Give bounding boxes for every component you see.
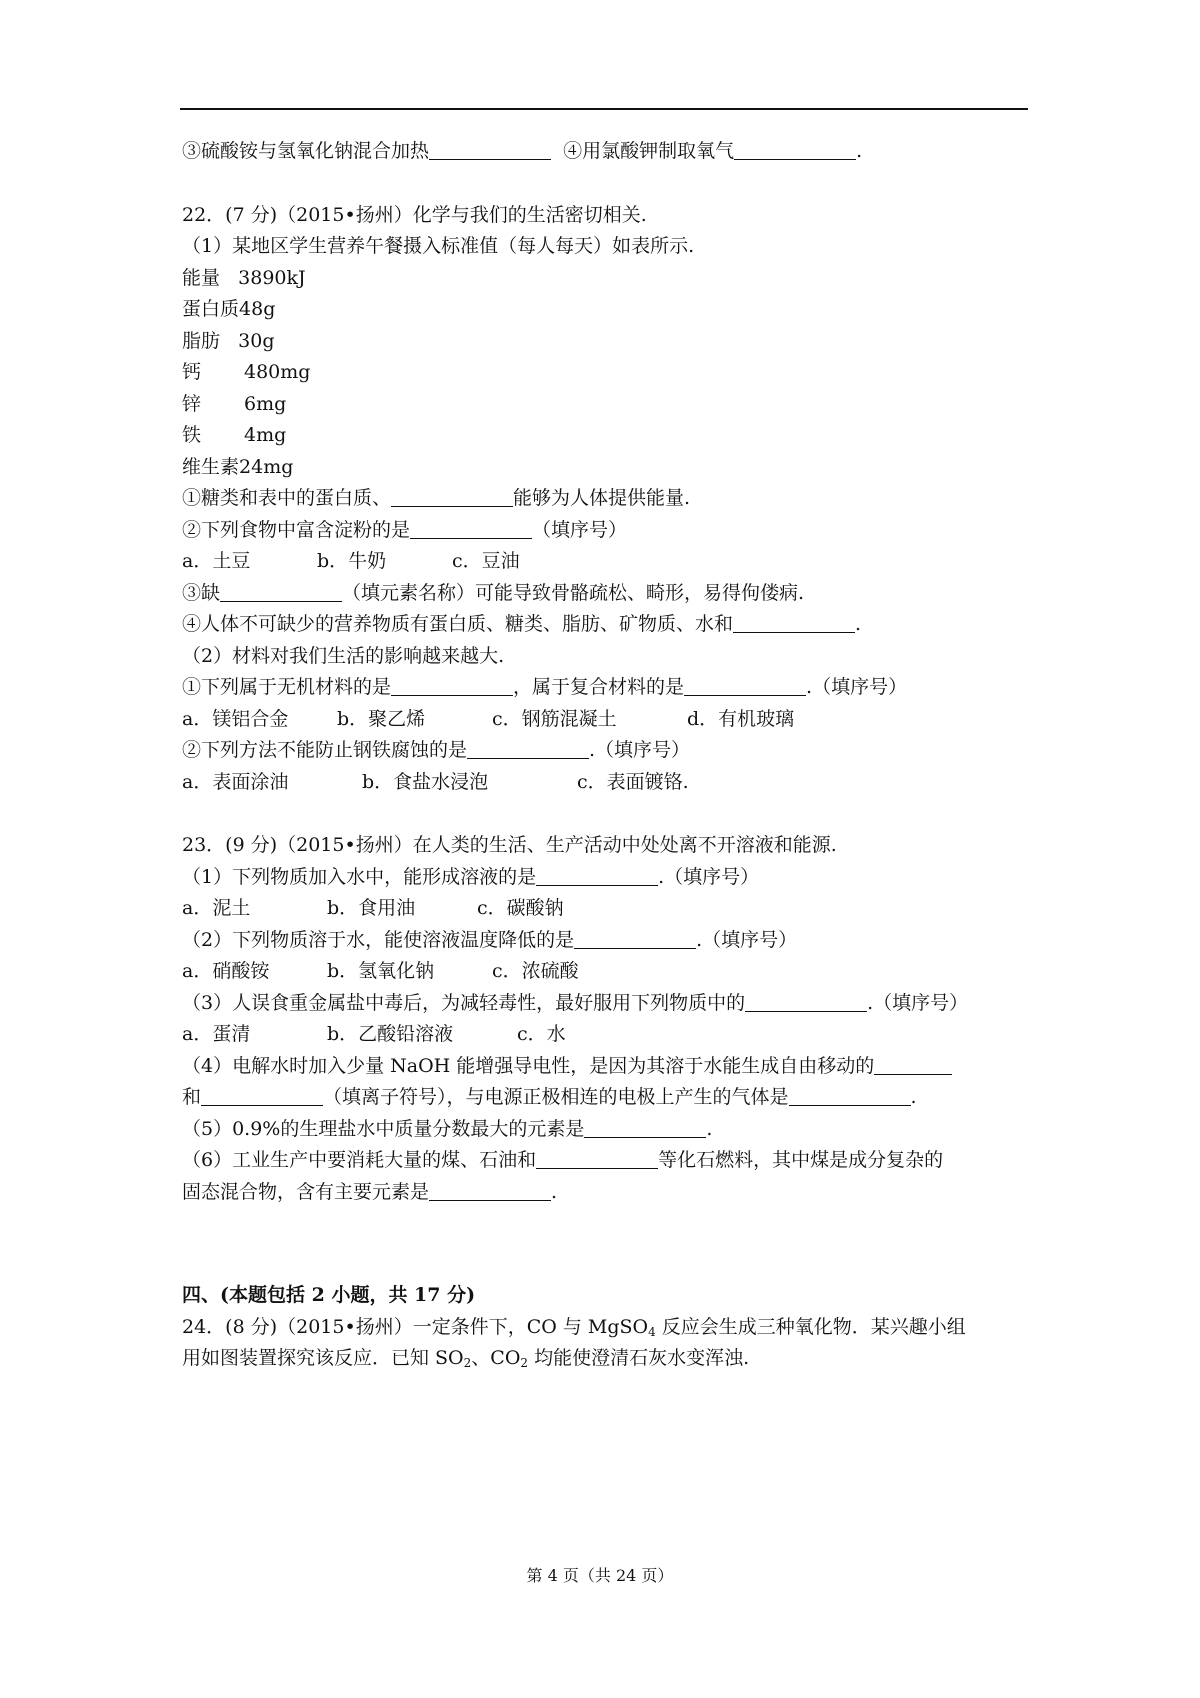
option-item: b．牛奶 xyxy=(317,550,387,572)
q22-line4: ④人体不可缺少的营养物质有蛋白质、糖类、脂肪、矿物质、水和 . xyxy=(182,613,862,635)
q22-line2: ②下列食物中富含淀粉的是 （填序号） xyxy=(182,518,628,541)
q22-options2 xyxy=(182,704,1030,736)
nutrition-row: 钙 480mg xyxy=(182,361,311,383)
q22-sub1: （1）某地区学生营养午餐摄入标准值（每人每天）如表所示. xyxy=(182,235,695,257)
q22-line1: ①糖类和表中的蛋白质、 能够为人体提供能量. xyxy=(182,487,691,509)
answer-blank[interactable] xyxy=(574,930,696,949)
q23-s1: （1）下列物质加入水中，能形成溶液的是 .（填序号） xyxy=(182,865,760,888)
nutrition-row: 脂肪 30g xyxy=(182,329,275,352)
q23-s4: （4）电解水时加入少量 NaOH 能增强导电性，是因为其溶于水能生成自由移动的 xyxy=(182,1051,1030,1083)
answer-blank[interactable] xyxy=(467,740,589,759)
q21-item3: ③硫酸铵与氢氧化钠混合加热 xyxy=(182,140,430,162)
option-item: a．镁铝合金 xyxy=(182,707,289,730)
answer-blank[interactable] xyxy=(391,488,513,507)
q23-options1 xyxy=(182,893,1030,925)
q22-m1: ①下列属于无机材料的是 ，属于复合材料的是 .（填序号） xyxy=(182,676,908,698)
nutrition-row: 铁 4mg xyxy=(182,424,287,446)
option-item: c．表面镀铬. xyxy=(577,770,689,793)
answer-blank[interactable] xyxy=(536,1150,658,1169)
option-item: b．食用油 xyxy=(327,897,416,919)
answer-blank[interactable] xyxy=(745,993,867,1012)
answer-blank[interactable] xyxy=(429,141,551,160)
answer-blank[interactable] xyxy=(734,141,856,160)
answer-blank[interactable] xyxy=(874,1056,952,1075)
q23-s2: （2）下列物质溶于水，能使溶液温度降低的是 .（填序号） xyxy=(182,928,798,951)
q21-line: ③硫酸铵与氢氧化钠混合加热 ④用氯酸钾制取氧气 . xyxy=(182,140,863,162)
q23-options3 xyxy=(182,1019,1030,1051)
option-item: a．硝酸铵 xyxy=(182,960,270,982)
answer-blank[interactable] xyxy=(220,583,342,602)
option-item: c．水 xyxy=(517,1023,566,1045)
option-item: b．乙酸铅溶液 xyxy=(327,1023,454,1045)
q21-item4: ④用氯酸钾制取氧气 xyxy=(563,140,735,162)
answer-blank[interactable] xyxy=(733,614,855,633)
q23-s6-cont: 固态混合物，含有主要元素是 . xyxy=(182,1180,558,1203)
answer-blank[interactable] xyxy=(789,1087,911,1106)
option-item: d．有机玻璃 xyxy=(687,707,795,730)
page-content xyxy=(182,136,1030,1375)
q22-line3: ③缺 （填元素名称）可能导致骨骼疏松、畸形，易得佝偻病. xyxy=(182,581,805,604)
option-item: b．聚乙烯 xyxy=(337,707,426,730)
section-heading: 四、(本题包括 2 小题，共 17 分) xyxy=(182,1284,476,1306)
answer-blank[interactable] xyxy=(684,677,806,696)
q23-header: 23．(9 分)（2015•扬州）在人类的生活、生产活动中处处离不开溶液和能源. xyxy=(182,834,837,856)
header-rule xyxy=(180,108,1028,110)
option-item: a．土豆 xyxy=(182,550,251,572)
q22-header: 22．(7 分)（2015•扬州）化学与我们的生活密切相关. xyxy=(182,203,647,226)
answer-blank[interactable] xyxy=(536,867,658,886)
answer-blank[interactable] xyxy=(201,1087,323,1106)
option-item: c．碳酸钠 xyxy=(477,897,564,919)
answer-blank[interactable] xyxy=(391,677,513,696)
q23-options2 xyxy=(182,956,1030,988)
q23-s6: （6）工业生产中要消耗大量的煤、石油和 等化石燃料，其中煤是成分复杂的 xyxy=(182,1149,944,1171)
q22-sub2: （2）材料对我们生活的影响越来越大. xyxy=(182,644,505,667)
option-item: a．蛋清 xyxy=(182,1023,251,1045)
q23-s3: （3）人误食重金属盐中毒后，为减轻毒性，最好服用下列物质中的 .（填序号） xyxy=(182,991,969,1014)
answer-blank[interactable] xyxy=(429,1182,551,1201)
option-item: c．钢筋混凝土 xyxy=(492,707,617,730)
q22-options1 xyxy=(182,546,1030,578)
option-item: a．泥土 xyxy=(182,897,251,919)
q23-s5: （5）0.9%的生理盐水中质量分数最大的元素是 . xyxy=(182,1117,713,1140)
page-footer: 第 4 页（共 24 页） xyxy=(526,1566,674,1585)
q23-s4-cont: 和 （填离子符号），与电源正极相连的电极上产生的气体是 . xyxy=(182,1086,917,1108)
q24-line1: 24．(8 分)（2015•扬州）一定条件下，CO 与 MgSO$_4$ 反应会生成三种氧化物．某兴趣小组 xyxy=(182,1315,966,1339)
option-item: c．浓硫酸 xyxy=(492,960,579,982)
option-item: c．豆油 xyxy=(452,550,520,572)
nutrition-row: 维生素24mg xyxy=(182,455,294,478)
q22-m2: ②下列方法不能防止钢铁腐蚀的是 .（填序号） xyxy=(182,739,691,761)
option-item: b．食盐水浸泡 xyxy=(362,770,489,793)
answer-blank[interactable] xyxy=(584,1119,706,1138)
option-item: a．表面涂油 xyxy=(182,770,289,793)
option-item: b．氢氧化钠 xyxy=(327,960,435,982)
nutrition-row: 蛋白质48g xyxy=(182,298,276,320)
answer-blank[interactable] xyxy=(410,520,532,539)
q24-line2: 用如图装置探究该反应．已知 $SO_2$、$CO_2$ 均能使澄清石灰水变浑浊. xyxy=(182,1347,750,1370)
nutrition-row: 锌 6mg xyxy=(182,392,287,415)
nutrition-row: 能量 3890kJ xyxy=(182,266,306,289)
q22-options3 xyxy=(182,767,1030,799)
